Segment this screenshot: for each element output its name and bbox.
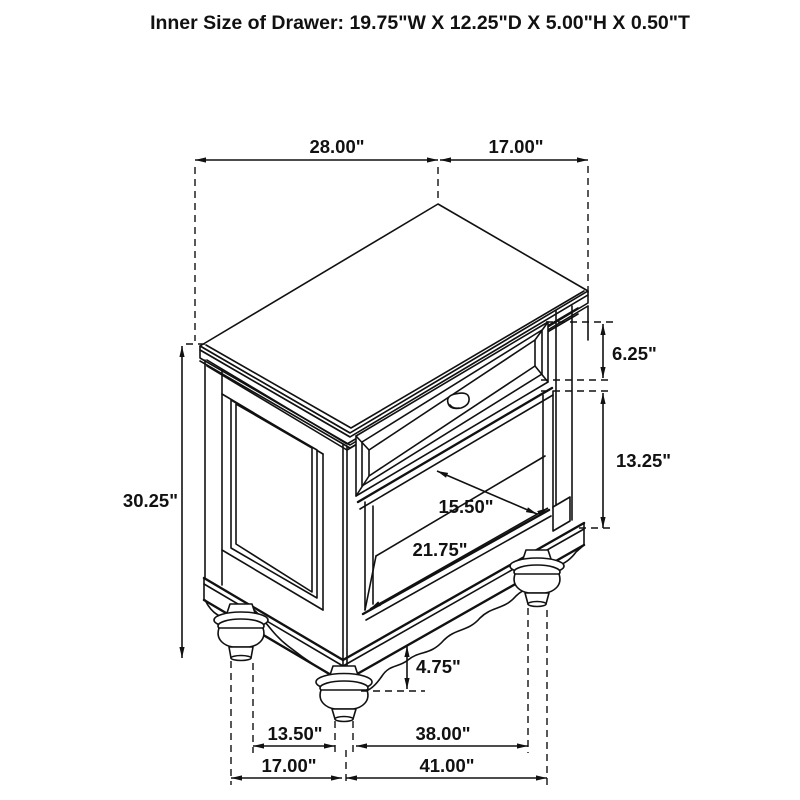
dim-label-shelf-height: 13.25" <box>616 450 672 471</box>
front-corner-post <box>323 444 347 681</box>
tabletop <box>200 204 588 448</box>
nightstand-drawing <box>200 204 588 722</box>
dim-label-top-depth: 28.00" <box>309 136 365 157</box>
dim-label-overall-height: 30.25" <box>122 490 178 511</box>
side-panel-inner <box>236 404 312 592</box>
foot-right <box>510 550 564 607</box>
dim-label-feet-gap-side: 13.50" <box>267 723 323 744</box>
diagram-title: Inner Size of Drawer: 19.75"W X 12.25"D X 5.00"H X 0.50"T <box>150 12 690 34</box>
dim-label-drawer-height: 6.25" <box>612 343 657 364</box>
dim-label-shelf-depth: 15.50" <box>438 496 494 517</box>
dim-label-foot-height: 4.75" <box>416 656 461 677</box>
dim-label-shelf-width: 21.75" <box>412 539 468 560</box>
dim-label-base-width: 41.00" <box>419 755 475 776</box>
foot-front <box>316 666 372 722</box>
dim-label-feet-gap-front: 38.00" <box>415 723 471 744</box>
foot-left <box>214 604 268 661</box>
right-corner-post <box>556 306 588 520</box>
tabletop-top-face <box>200 204 588 433</box>
dim-label-base-depth: 17.00" <box>261 755 317 776</box>
dim-label-top-width: 17.00" <box>488 136 544 157</box>
